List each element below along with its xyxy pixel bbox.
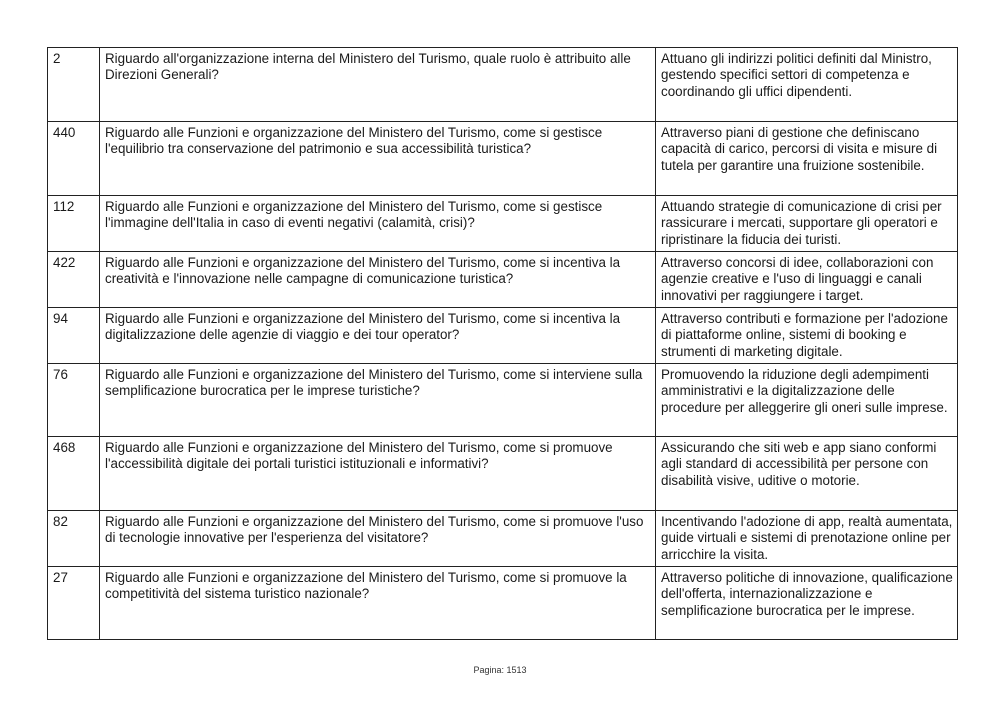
row-id: 112 (48, 196, 100, 252)
table-row (48, 48, 958, 122)
table-row (48, 308, 958, 364)
row-id: 94 (48, 308, 100, 364)
row-answer: Attraverso piani di gestione che definiscano capacità di carico, percorsi di visita e misure di tutela per garantire una fruizione sostenibile. (656, 122, 958, 196)
row-id: 440 (48, 122, 100, 196)
row-question: Riguardo alle Funzioni e organizzazione del Ministero del Turismo, come si incentiva la digitalizzazione delle agenzie di viaggio e dei tour operator? (100, 308, 656, 364)
row-id: 27 (48, 567, 100, 640)
table-row (48, 122, 958, 196)
row-question: Riguardo alle Funzioni e organizzazione del Ministero del Turismo, come si gestisce l'equilibrio tra conservazione del patrimonio e sua accessibilità turistica? (100, 122, 656, 196)
table-row (48, 196, 958, 252)
row-answer: Incentivando l'adozione di app, realtà aumentata, guide virtuali e sistemi di prenotazione online per arricchire la visita. (656, 511, 958, 567)
table-row (48, 364, 958, 437)
row-id: 76 (48, 364, 100, 437)
row-question: Riguardo alle Funzioni e organizzazione del Ministero del Turismo, come si promuove la competitività del sistema turistico nazionale? (100, 567, 656, 640)
row-answer: Attraverso politiche di innovazione, qualificazione dell'offerta, internazionalizzazione e semplificazione burocratica per le imprese. (656, 567, 958, 640)
table-row (48, 252, 958, 308)
row-id: 82 (48, 511, 100, 567)
row-question: Riguardo alle Funzioni e organizzazione del Ministero del Turismo, come si incentiva la creatività e l'innovazione nelle campagne di comunicazione turistica? (100, 252, 656, 308)
qa-table (47, 47, 958, 640)
row-question: Riguardo alle Funzioni e organizzazione del Ministero del Turismo, come si promuove l'uso di tecnologie innovative per l'esperienza del visitatore? (100, 511, 656, 567)
row-id: 422 (48, 252, 100, 308)
row-answer: Assicurando che siti web e app siano conformi agli standard di accessibilità per persone con disabilità visive, uditive o motorie. (656, 437, 958, 511)
row-answer: Attraverso contributi e formazione per l'adozione di piattaforme online, sistemi di booking e strumenti di marketing digitale. (656, 308, 958, 364)
table-row (48, 567, 958, 640)
table-row (48, 437, 958, 511)
row-answer: Attuano gli indirizzi politici definiti dal Ministro, gestendo specifici settori di competenza e coordinando gli uffici dipendenti. (656, 48, 958, 122)
row-question: Riguardo alle Funzioni e organizzazione del Ministero del Turismo, come si promuove l'accessibilità digitale dei portali turistici istituzionali e informativi? (100, 437, 656, 511)
table-row (48, 511, 958, 567)
row-answer: Attraverso concorsi di idee, collaborazioni con agenzie creative e l'uso di linguaggi e canali innovativi per raggiungere i target. (656, 252, 958, 308)
row-question: Riguardo alle Funzioni e organizzazione del Ministero del Turismo, come si gestisce l'immagine dell'Italia in caso di eventi negativi (calamità, crisi)? (100, 196, 656, 252)
row-question: Riguardo all'organizzazione interna del Ministero del Turismo, quale ruolo è attribuito alle Direzioni Generali? (100, 48, 656, 122)
row-id: 2 (48, 48, 100, 122)
row-answer: Attuando strategie di comunicazione di crisi per rassicurare i mercati, supportare gli operatori e ripristinare la fiducia dei turisti. (656, 196, 958, 252)
row-question: Riguardo alle Funzioni e organizzazione del Ministero del Turismo, come si interviene sulla semplificazione burocratica per le imprese turistiche? (100, 364, 656, 437)
row-answer: Promuovendo la riduzione degli adempimenti amministrativi e la digitalizzazione delle procedure per alleggerire gli oneri sulle imprese. (656, 364, 958, 437)
row-id: 468 (48, 437, 100, 511)
page-number: Pagina: 1513 (473, 665, 527, 675)
